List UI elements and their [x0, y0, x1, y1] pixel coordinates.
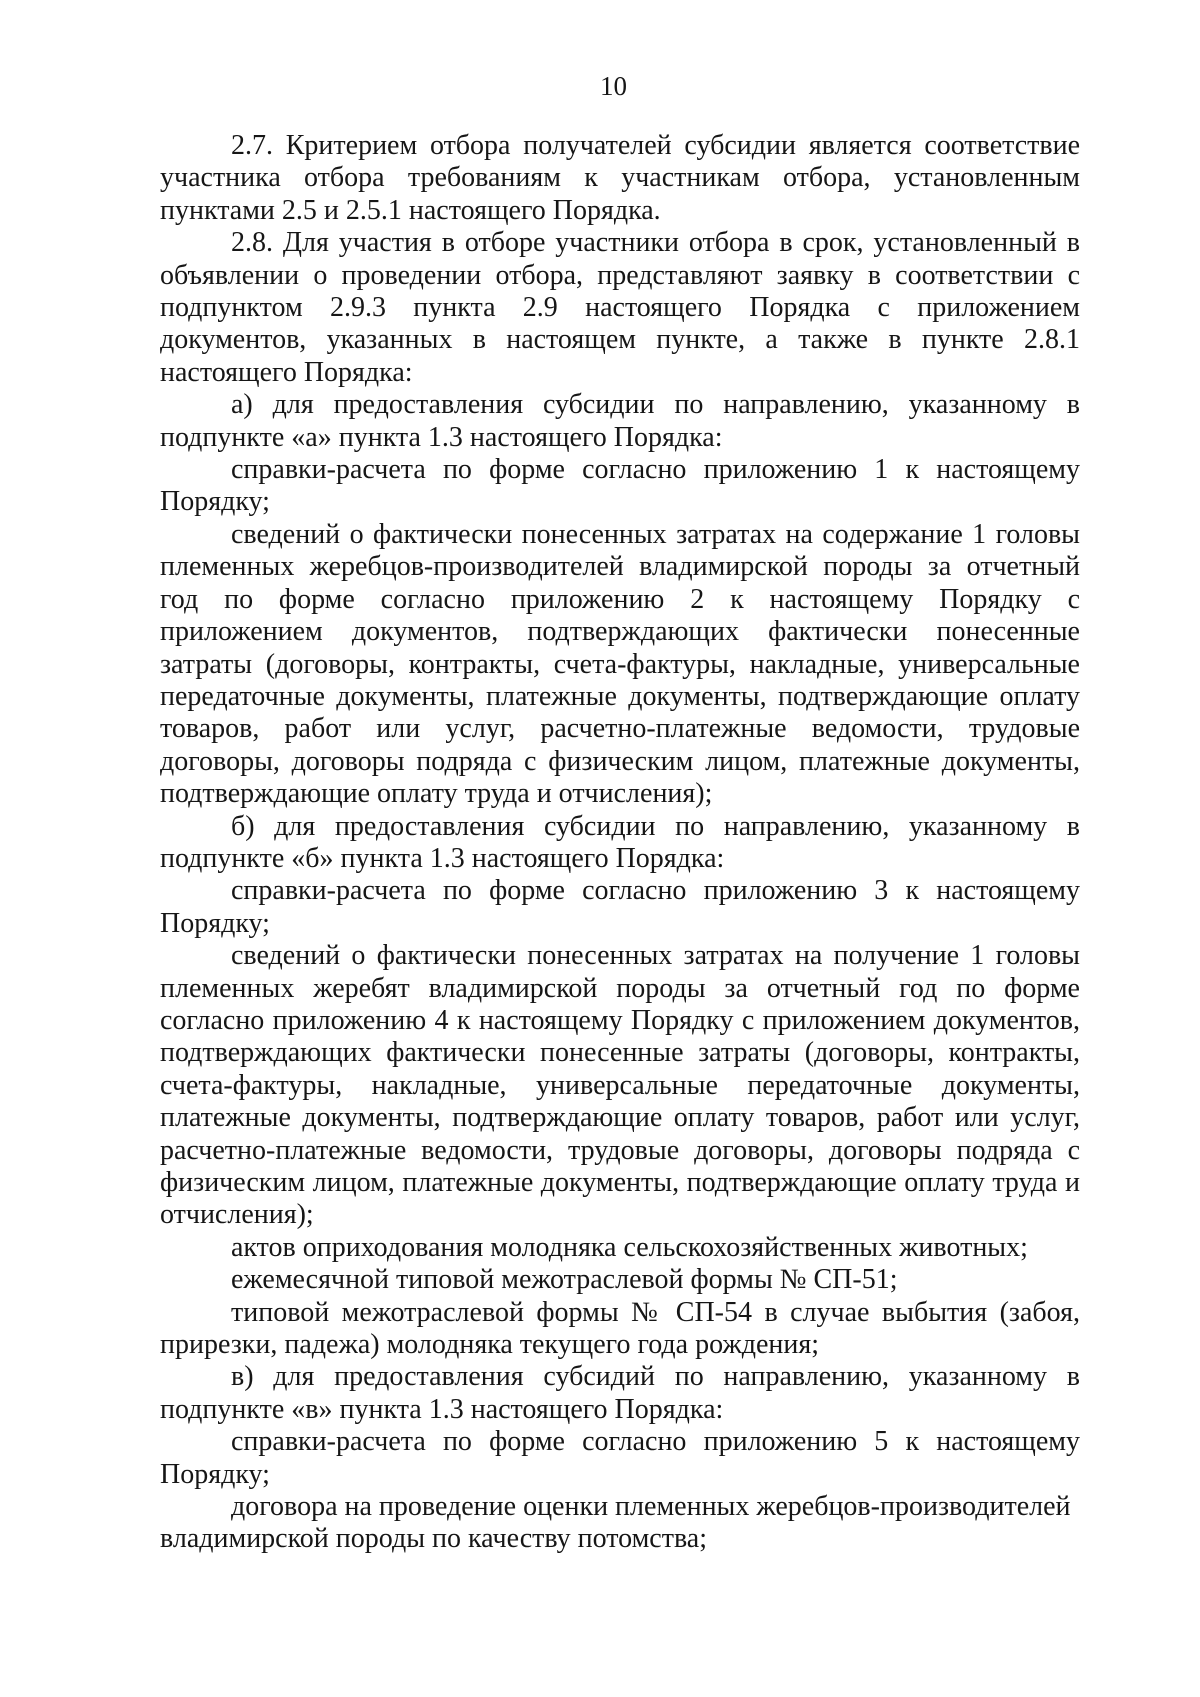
document-body [160, 130, 1080, 1556]
list-item: договора на проведение оценки племенных жеребцов-производителей владимирской породы по качеству потомства; [160, 1491, 1071, 1555]
list-item: сведений о фактически понесенных затратах на получение 1 головы племенных жеребят владимирской породы за отчетный год по форме согласно приложению 4 к настоящему Порядку с приложением документов, подтверждающих фактически понесенные затраты (договоры, контракты, счета-фактуры, накладные, универсальные передаточные документы, платежные документы, подтверждающие оплату товаров, работ или услуг, расчетно-платежные ведомости, трудовые договоры, договоры подряда с физическим лицом, платежные документы, подтверждающие оплату труда и отчисления); [160, 940, 1080, 1231]
subitem-b: б) для предоставления субсидии по направлению, указанному в подпункте «б» пункта 1.3 настоящего Порядка: [160, 810, 1080, 874]
paragraph-2-8: 2.8. Для участия в отборе участники отбора в срок, установленный в объявлении о проведении отбора, представляют заявку в соответствии с подпунктом 2.9.3 пункта 2.9 настоящего Порядка с приложением документов, указанных в настоящем пункте, а также в пункте 2.8.1 настоящего Порядка: [160, 227, 1080, 388]
list-item: справки-расчета по форме согласно приложению 3 к настоящему Порядку; [160, 875, 1080, 939]
subitem-a: а) для предоставления субсидии по направлению, указанному в подпункте «а» пункта 1.3 настоящего Порядка: [160, 389, 1080, 453]
list-item: актов оприходования молодняка сельскохозяйственных животных; [231, 1231, 1028, 1263]
subitem-v: в) для предоставления субсидий по направлению, указанному в подпункте «в» пункта 1.3 настоящего Порядка: [160, 1361, 1080, 1425]
list-item: справки-расчета по форме согласно приложению 1 к настоящему Порядку; [160, 454, 1080, 518]
paragraph-2-7: 2.7. Критерием отбора получателей субсидии является соответствие участника отбора требованиям к участникам отбора, установленным пунктами 2.5 и 2.5.1 настоящего Порядка. [160, 130, 1080, 226]
list-item: сведений о фактически понесенных затратах на содержание 1 головы племенных жеребцов-производителей владимирской породы за отчетный год по форме согласно приложению 2 к настоящему Порядку с приложением документов, подтверждающих фактически понесенные затраты (договоры, контракты, счета-фактуры, накладные, универсальные передаточные документы, платежные документы, подтверждающие оплату товаров, работ или услуг, расчетно-платежные ведомости, трудовые договоры, договоры подряда с физическим лицом, платежные документы, подтверждающие оплату труда и отчисления); [160, 518, 1080, 810]
list-item: ежемесячной типовой межотраслевой формы № СП-51; [231, 1264, 898, 1296]
list-item: типовой межотраслевой формы № СП-54 в случае выбытия (забоя, прирезки, падежа) молодняка текущего года рождения; [160, 1296, 1080, 1361]
page-number: 10 [600, 71, 627, 101]
list-item: справки-расчета по форме согласно приложению 5 к настоящему Порядку; [160, 1426, 1080, 1490]
